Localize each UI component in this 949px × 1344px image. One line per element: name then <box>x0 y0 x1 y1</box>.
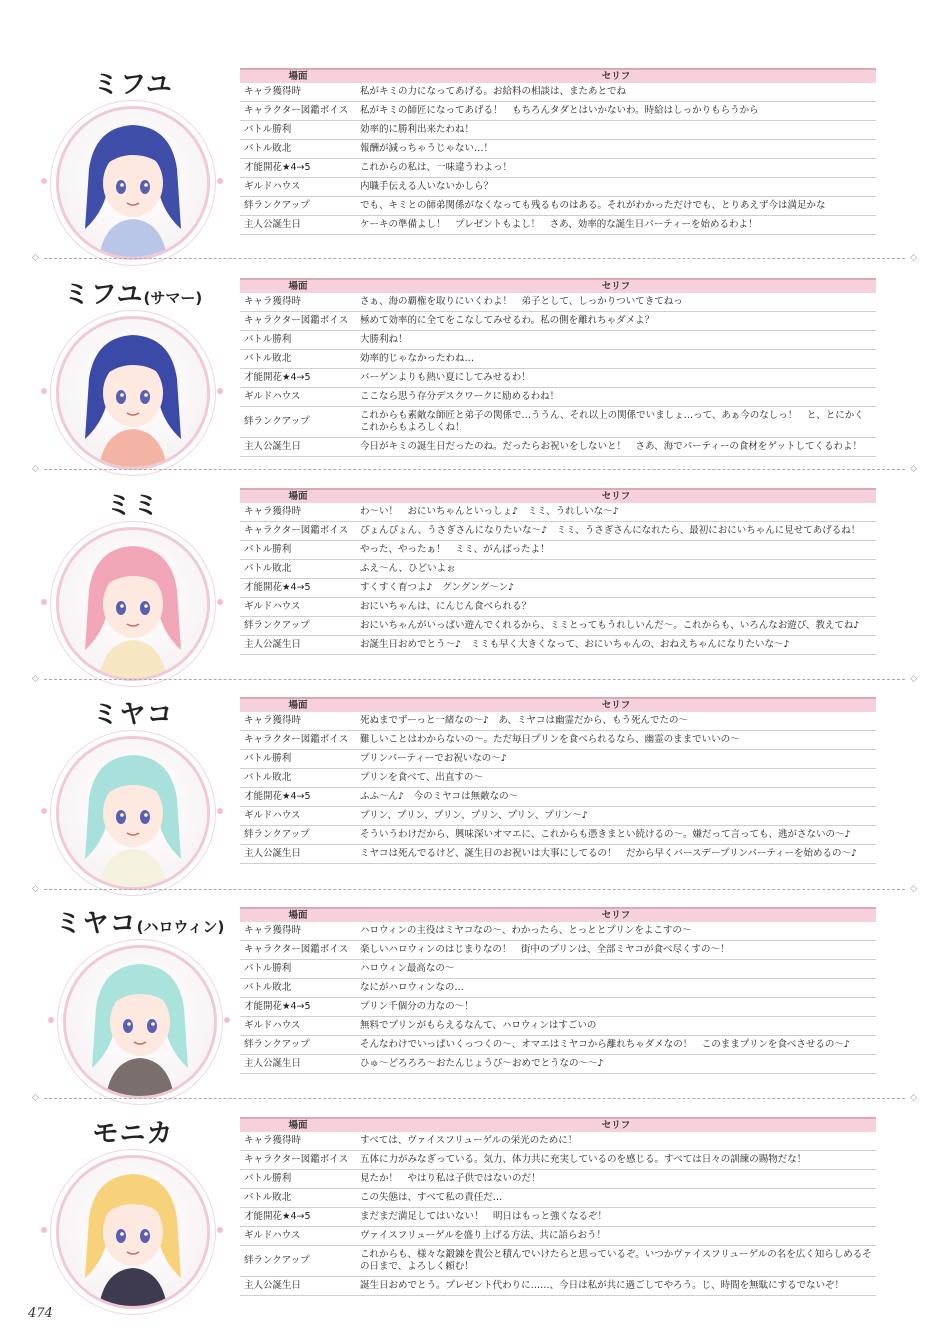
line-cell: ぴょんぴょん、うさぎさんになりたいな〜♪ ミミ、うさぎさんになれたら、最初におにいちゃんに見せてあげるね！ <box>356 522 876 541</box>
table-header-row <box>240 279 876 293</box>
table-row <box>240 617 876 636</box>
ornament-dot <box>41 808 47 814</box>
table-row <box>240 960 876 979</box>
character-name-suffix: (サマー) <box>143 289 203 307</box>
line-cell: 極めて効率的に全てをこなしてみせるわ。私の側を離れちゃダメよ？ <box>356 312 876 331</box>
line-cell: これからも、様々な鍛錬を貴公と積んでいけたらと思っているぞ。いつかヴァイスフリューゲルの名を広く知らしめるその日まで、よろしく頼む！ <box>356 1246 876 1277</box>
table-row <box>240 788 876 807</box>
line-cell: 報酬が減っちゃうじゃない…！ <box>356 140 876 159</box>
line-cell: プリン千個分の力なの〜！ <box>356 998 876 1017</box>
divider-line <box>44 469 905 470</box>
character-portrait <box>56 527 210 681</box>
scene-cell: ギルドハウス <box>240 388 356 407</box>
character-portrait <box>56 106 210 260</box>
divider-line <box>44 889 905 890</box>
scene-cell: 才能開花★4→5 <box>240 369 356 388</box>
section-divider <box>32 1094 917 1103</box>
column-header-line: セリフ <box>356 279 876 293</box>
column-header-scene: 場面 <box>240 279 356 293</box>
character-name-main: ミフユ <box>93 70 173 100</box>
voice-line-table <box>240 488 876 655</box>
table-row <box>240 731 876 750</box>
voice-line-table <box>240 907 876 1074</box>
scene-cell: 主人公誕生日 <box>240 1055 356 1074</box>
scene-cell: キャラ獲得時 <box>240 922 356 941</box>
scene-cell: バトル勝利 <box>240 750 356 769</box>
voice-line-table <box>240 1117 876 1296</box>
scene-cell: 主人公誕生日 <box>240 845 356 864</box>
scene-cell: バトル勝利 <box>240 121 356 140</box>
table-row <box>240 807 876 826</box>
ornament-dot <box>217 178 223 184</box>
line-cell: そんなわけでいっぱいくっつくの〜、オマエはミヤコから離れちゃダメなの！ このままプリンを食べさせるの〜♪ <box>356 1036 876 1055</box>
character-name-main: ミミ <box>105 491 160 521</box>
line-cell: わ〜い！ おにいちゃんといっしょ♪ ミミ、うれしいな〜♪ <box>356 503 876 522</box>
ornament-dot <box>41 388 47 394</box>
line-cell: 楽しいハロウィンのはじまりなの！ 街中のプリンは、全部ミヤコが食べ尽くすの〜！ <box>356 941 876 960</box>
divider-ornament: ◇ <box>32 253 39 263</box>
table-row <box>240 598 876 617</box>
scene-cell: キャラクター図鑑ボイス <box>240 522 356 541</box>
table-row <box>240 1208 876 1227</box>
divider-ornament: ◇ <box>910 253 917 263</box>
line-cell: 見たか！ やはり私は子供ではないのだ！ <box>356 1170 876 1189</box>
table-row <box>240 503 876 522</box>
voice-line-table <box>240 68 876 235</box>
table-row <box>240 579 876 598</box>
line-cell: プリン、プリン、プリン、プリン、プリン、プリン〜♪ <box>356 807 876 826</box>
line-cell: ふえ〜ん、ひどいよぉ <box>356 560 876 579</box>
line-cell: 私がキミの力になってあげる。お給料の相談は、またあとでね <box>356 83 876 102</box>
scene-cell: 才能開花★4→5 <box>240 1208 356 1227</box>
table-row <box>240 388 876 407</box>
line-cell: 誕生日おめでとう。プレゼント代わりに……、今日は私が共に過ごしてやろう。じ、時間を無駄にするでないぞ！ <box>356 1277 876 1296</box>
section-divider <box>32 675 917 684</box>
line-cell: おにいちゃんがいっぱい遊んでくれるから、ミミとってもうれしいんだ〜。これからも、いろんなお遊び、教えてね♪ <box>356 617 876 636</box>
scene-cell: 才能開花★4→5 <box>240 579 356 598</box>
table-row <box>240 541 876 560</box>
character-name <box>33 694 233 731</box>
scene-cell: ギルドハウス <box>240 807 356 826</box>
scene-cell: バトル敗北 <box>240 350 356 369</box>
table-row <box>240 922 876 941</box>
line-cell: そういうわけだから、興味深いオマエに、これからも憑きまとい続けるの〜。嫌だって言っても、逃がさないの〜♪ <box>356 826 876 845</box>
scene-cell: ギルドハウス <box>240 178 356 197</box>
line-cell: ハロウィンの主役はミヤコなの〜、わかったら、とっととプリンをよこすの〜 <box>356 922 876 941</box>
table-row <box>240 350 876 369</box>
line-cell: これからも素敵な師匠と弟子の関係で…ううん、それ以上の関係でいましょ…って、あぁ今のなしっ！ と、とにかくこれからもよろしくね！ <box>356 407 876 438</box>
table-row <box>240 331 876 350</box>
line-cell: やった、やったぁ！ ミミ、がんばったよ！ <box>356 541 876 560</box>
table-row <box>240 1055 876 1074</box>
divider-ornament: ◇ <box>32 464 39 474</box>
table-row <box>240 1277 876 1296</box>
scene-cell: バトル勝利 <box>240 1170 356 1189</box>
character-name <box>33 64 233 101</box>
table-row <box>240 1170 876 1189</box>
scene-cell: バトル敗北 <box>240 560 356 579</box>
divider-ornament: ◇ <box>910 1093 917 1103</box>
table-row <box>240 197 876 216</box>
table-row <box>240 407 876 438</box>
line-cell: ふふ〜ん♪ 今のミヤコは無敵なの〜 <box>356 788 876 807</box>
line-cell: ミヤコは死んでるけど、誕生日のお祝いは大事にしてるの！ だから早くバースデープリンパーティーを始めるの〜♪ <box>356 845 876 864</box>
scene-cell: バトル勝利 <box>240 541 356 560</box>
character-portrait <box>63 945 217 1099</box>
line-cell: おにいちゃんは、にんじん食べられる？ <box>356 598 876 617</box>
ornament-dot <box>41 599 47 605</box>
line-cell: ここなら思う存分デスクワークに励めるわね！ <box>356 388 876 407</box>
line-cell: 私がキミの師匠になってあげる！ もちろんタダとはいかないわ。時給はしっかりもらうから <box>356 102 876 121</box>
table-row <box>240 1017 876 1036</box>
ornament-dot <box>217 1227 223 1233</box>
scene-cell: バトル勝利 <box>240 331 356 350</box>
scene-cell: 絆ランクアップ <box>240 407 356 438</box>
voice-line-table <box>240 697 876 864</box>
character-name-main: ミフユ <box>63 280 144 310</box>
scene-cell: キャラ獲得時 <box>240 712 356 731</box>
column-header-line: セリフ <box>356 1118 876 1132</box>
scene-cell: 絆ランクアップ <box>240 826 356 845</box>
scene-cell: キャラクター図鑑ボイス <box>240 941 356 960</box>
scene-cell: バトル勝利 <box>240 960 356 979</box>
character-name <box>40 903 240 940</box>
line-cell: プリンパーティーでお祝いなの〜♪ <box>356 750 876 769</box>
scene-cell: キャラ獲得時 <box>240 293 356 312</box>
section-divider <box>32 465 917 474</box>
ornament-dot <box>41 178 47 184</box>
table-header-row <box>240 698 876 712</box>
divider-ornament: ◇ <box>32 884 39 894</box>
column-header-line: セリフ <box>356 69 876 83</box>
table-row <box>240 560 876 579</box>
table-row <box>240 178 876 197</box>
ornament-dot <box>217 808 223 814</box>
column-header-line: セリフ <box>356 489 876 503</box>
character-name <box>33 1113 233 1150</box>
line-cell: ハロウィン最高なの〜 <box>356 960 876 979</box>
table-row <box>240 159 876 178</box>
table-row <box>240 1246 876 1277</box>
scene-cell: 才能開花★4→5 <box>240 998 356 1017</box>
divider-line <box>44 1098 905 1099</box>
column-header-line: セリフ <box>356 908 876 922</box>
scene-cell: キャラ獲得時 <box>240 503 356 522</box>
scene-cell: 絆ランクアップ <box>240 197 356 216</box>
line-cell: 五体に力がみなぎっている。気力、体力共に充実しているのを感じる。すべては日々の訓練の賜物だな！ <box>356 1151 876 1170</box>
line-cell: 無料でプリンがもらえるなんて、ハロウィンはすごいの <box>356 1017 876 1036</box>
column-header-line: セリフ <box>356 698 876 712</box>
character-name-suffix: (ハロウィン) <box>136 918 225 936</box>
ornament-dot <box>217 599 223 605</box>
scene-cell: 絆ランクアップ <box>240 617 356 636</box>
divider-ornament: ◇ <box>910 464 917 474</box>
table-row <box>240 83 876 102</box>
ornament-dot <box>217 388 223 394</box>
scene-cell: キャラ獲得時 <box>240 1132 356 1151</box>
table-row <box>240 1227 876 1246</box>
scene-cell: 才能開花★4→5 <box>240 788 356 807</box>
table-row <box>240 438 876 457</box>
character-name <box>33 485 233 522</box>
line-cell: バーゲンよりも熱い夏にしてみせるわ！ <box>356 369 876 388</box>
divider-line <box>44 258 905 259</box>
voice-line-table <box>240 278 876 457</box>
scene-cell: 才能開花★4→5 <box>240 159 356 178</box>
scene-cell: 主人公誕生日 <box>240 636 356 655</box>
column-header-scene: 場面 <box>240 489 356 503</box>
character-portrait <box>56 736 210 890</box>
table-row <box>240 769 876 788</box>
column-header-scene: 場面 <box>240 908 356 922</box>
table-row <box>240 750 876 769</box>
table-row <box>240 216 876 235</box>
table-row <box>240 1151 876 1170</box>
table-header-row <box>240 908 876 922</box>
divider-ornament: ◇ <box>32 674 39 684</box>
table-row <box>240 522 876 541</box>
line-cell: ひゅ〜どろろろ〜おたんじょうび〜おめでとうなの〜〜♪ <box>356 1055 876 1074</box>
ornament-dot <box>224 1017 230 1023</box>
divider-line <box>44 679 905 680</box>
table-header-row <box>240 489 876 503</box>
table-row <box>240 140 876 159</box>
table-header-row <box>240 69 876 83</box>
line-cell: お誕生日おめでとう〜♪ ミミも早く大きくなって、おにいちゃんの、おねえちゃんになりたいな〜♪ <box>356 636 876 655</box>
table-row <box>240 293 876 312</box>
table-row <box>240 1132 876 1151</box>
character-name-main: ミヤコ <box>55 909 137 939</box>
table-row <box>240 1036 876 1055</box>
scene-cell: バトル敗北 <box>240 1189 356 1208</box>
scene-cell: バトル敗北 <box>240 979 356 998</box>
table-row <box>240 979 876 998</box>
line-cell: これからの私は、一味違うわよっ！ <box>356 159 876 178</box>
table-row <box>240 1189 876 1208</box>
character-name-main: ミヤコ <box>92 700 174 730</box>
scene-cell: ギルドハウス <box>240 598 356 617</box>
line-cell: すべては、ヴァイスフリューゲルの栄光のために！ <box>356 1132 876 1151</box>
line-cell: まだまだ満足してはいない！ 明日はもっと強くなるぞ！ <box>356 1208 876 1227</box>
table-row <box>240 845 876 864</box>
table-row <box>240 826 876 845</box>
character-portrait <box>56 316 210 470</box>
scene-cell: 絆ランクアップ <box>240 1036 356 1055</box>
ornament-dot <box>48 1017 54 1023</box>
section-divider <box>32 254 917 263</box>
divider-ornament: ◇ <box>910 674 917 684</box>
scene-cell: 主人公誕生日 <box>240 1277 356 1296</box>
line-cell: ケーキの準備よし！ プレゼントもよし！ さあ、効率的な誕生日パーティーを始めるわよ！ <box>356 216 876 235</box>
table-header-row <box>240 1118 876 1132</box>
line-cell: この失態は、すべて私の責任だ… <box>356 1189 876 1208</box>
column-header-scene: 場面 <box>240 69 356 83</box>
scene-cell: 絆ランクアップ <box>240 1246 356 1277</box>
table-row <box>240 102 876 121</box>
scene-cell: 主人公誕生日 <box>240 216 356 235</box>
column-header-scene: 場面 <box>240 698 356 712</box>
line-cell: なにがハロウィンなの… <box>356 979 876 998</box>
character-name-main: モニカ <box>92 1119 174 1149</box>
line-cell: 大勝利ね！ <box>356 331 876 350</box>
character-name <box>33 274 233 311</box>
line-cell: 今日がキミの誕生日だったのね。だったらお祝いをしないと！ さあ、海でパーティーの食材をゲットしてくるわよ！ <box>356 438 876 457</box>
line-cell: すくすく育つよ♪ グングング〜ン♪ <box>356 579 876 598</box>
table-row <box>240 312 876 331</box>
line-cell: プリンを食べて、出直すの〜 <box>356 769 876 788</box>
scene-cell: キャラクター図鑑ボイス <box>240 731 356 750</box>
line-cell: 効率的に勝利出来たわね！ <box>356 121 876 140</box>
line-cell: 効率的じゃなかったわね… <box>356 350 876 369</box>
table-row <box>240 998 876 1017</box>
line-cell: ヴァイスフリューゲルを盛り上げる方法、共に語らおう！ <box>356 1227 876 1246</box>
table-row <box>240 712 876 731</box>
scene-cell: バトル敗北 <box>240 769 356 788</box>
scene-cell: ギルドハウス <box>240 1227 356 1246</box>
scene-cell: ギルドハウス <box>240 1017 356 1036</box>
line-cell: 内職手伝える人いないかしら？ <box>356 178 876 197</box>
scene-cell: キャラクター図鑑ボイス <box>240 102 356 121</box>
line-cell: 難しいことはわからないの〜。ただ毎日プリンを食べられるなら、幽霊のままでいいの〜 <box>356 731 876 750</box>
table-row <box>240 636 876 655</box>
section-divider <box>32 885 917 894</box>
scene-cell: バトル敗北 <box>240 140 356 159</box>
divider-ornament: ◇ <box>32 1093 39 1103</box>
table-row <box>240 121 876 140</box>
divider-ornament: ◇ <box>910 884 917 894</box>
page-number: 474 <box>28 1306 53 1321</box>
column-header-scene: 場面 <box>240 1118 356 1132</box>
scene-cell: 主人公誕生日 <box>240 438 356 457</box>
scene-cell: キャラ獲得時 <box>240 83 356 102</box>
scene-cell: キャラクター図鑑ボイス <box>240 1151 356 1170</box>
scene-cell: キャラクター図鑑ボイス <box>240 312 356 331</box>
character-portrait <box>56 1155 210 1309</box>
table-row <box>240 941 876 960</box>
line-cell: でも、キミとの師弟関係がなくなっても残るものはある。それがわかっただけでも、とりあえず今は満足かな <box>356 197 876 216</box>
line-cell: 死ぬまでずーっと一緒なの〜♪ あ、ミヤコは幽霊だから、もう死んでたの〜 <box>356 712 876 731</box>
ornament-dot <box>41 1227 47 1233</box>
table-row <box>240 369 876 388</box>
line-cell: さぁ、海の覇権を取りにいくわよ！ 弟子として、しっかりついてきてねっ <box>356 293 876 312</box>
